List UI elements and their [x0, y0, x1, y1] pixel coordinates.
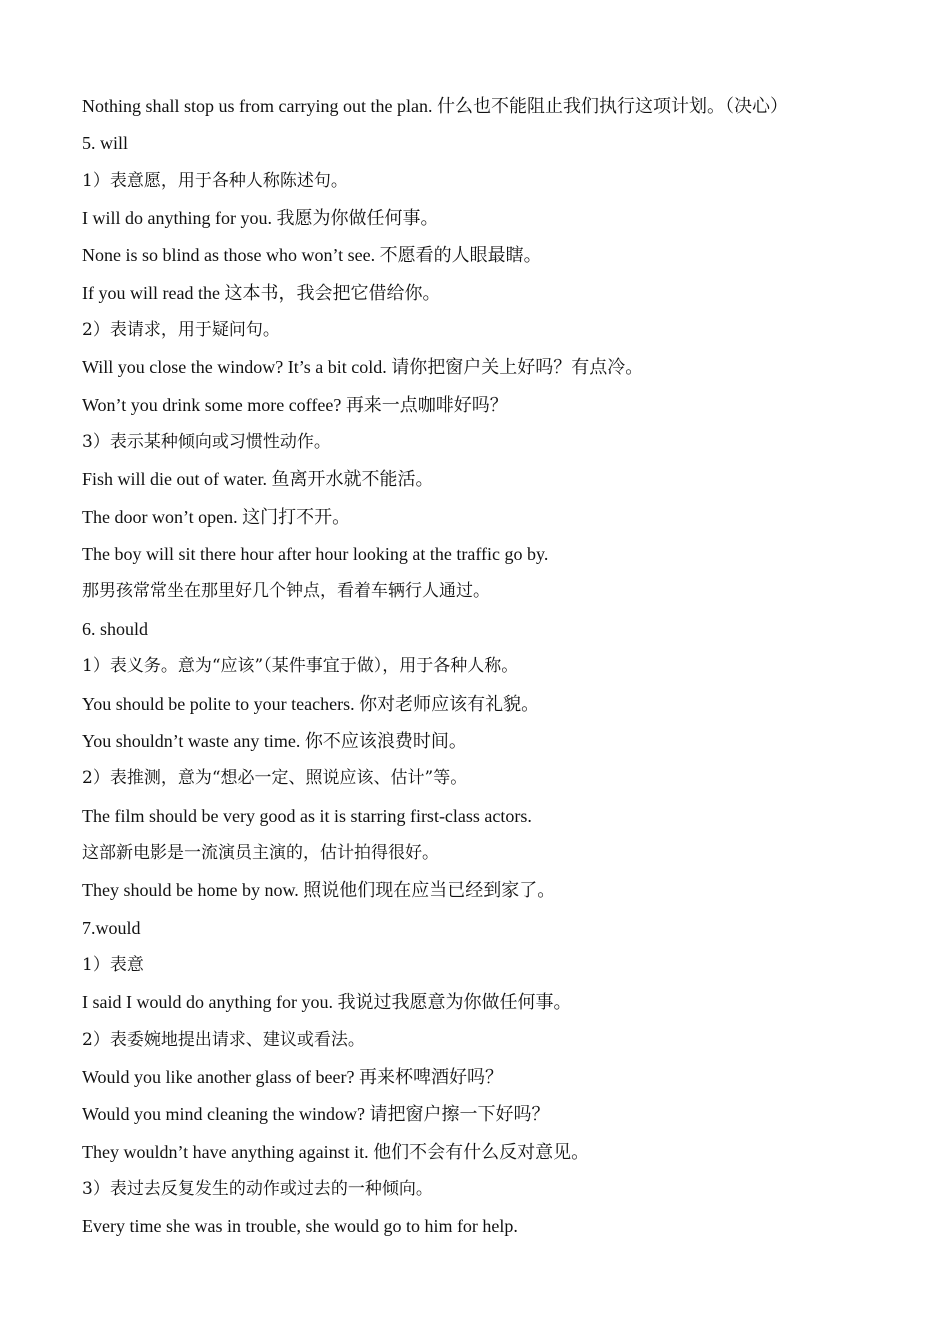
- document-body: [82, 88, 922, 1246]
- example-sentence: Will you close the window? It’s a bit cold. 请你把窗户关上好吗？有点冷。: [82, 357, 644, 378]
- example-sentence: I will do anything for you. 我愿为你做任何事。: [82, 208, 439, 229]
- example-sentence: Won’t you drink some more coffee? 再来一点咖啡好吗？: [82, 394, 508, 415]
- example-sentence: I said I would do anything for you. 我说过我愿意为你做任何事。: [82, 992, 572, 1013]
- example-sentence: You should be polite to your teachers. 你对老师应该有礼貌。: [82, 693, 540, 714]
- translation-line: 那男孩常常坐在那里好几个钟点，看着车辆行人通过。: [82, 581, 490, 602]
- example-sentence: Fish will die out of water. 鱼离开水就不能活。: [82, 469, 434, 490]
- usage-note: 3）表过去反复发生的动作或过去的一种倾向。: [82, 1178, 433, 1199]
- example-sentence: Nothing shall stop us from carrying out the plan. 什么也不能阻止我们执行这项计划。（决心）: [82, 96, 788, 116]
- example-sentence: None is so blind as those who won’t see. 不愿看的人眼最瞎。: [82, 245, 542, 266]
- usage-note: 3）表示某种倾向或习惯性动作。: [82, 432, 331, 453]
- example-sentence: Would you mind cleaning the window? 请把窗户擦一下好吗？: [82, 1104, 550, 1125]
- translation-line: 这部新电影是一流演员主演的，估计拍得很好。: [82, 842, 439, 863]
- example-sentence: They should be home by now. 照说他们现在应当已经到家了。: [82, 880, 556, 901]
- usage-note: 2）表请求，用于疑问句。: [82, 320, 280, 341]
- example-sentence: Would you like another glass of beer? 再来杯啤酒好吗？: [82, 1066, 503, 1087]
- section-heading-will: 5. will: [82, 133, 129, 154]
- example-sentence: The film should be very good as it is starring first-class actors.: [82, 805, 532, 826]
- example-sentence: They wouldn’t have anything against it. 他们不会有什么反对意见。: [82, 1141, 590, 1162]
- example-sentence: The door won’t open. 这门打不开。: [82, 506, 351, 527]
- section-heading-would: 7.would: [82, 917, 141, 938]
- example-sentence: The boy will sit there hour after hour looking at the traffic go by.: [82, 544, 549, 565]
- usage-note: 1）表意: [82, 954, 144, 975]
- example-sentence: Every time she was in trouble, she would go to him for help.: [82, 1216, 518, 1237]
- usage-note: 1）表义务。意为“应该”（某件事宜于做），用于各种人称。: [82, 656, 519, 677]
- section-heading-should: 6. should: [82, 618, 149, 639]
- usage-note: 1）表意愿，用于各种人称陈述句。: [82, 170, 348, 191]
- usage-note: 2）表委婉地提出请求、建议或看法。: [82, 1029, 365, 1050]
- usage-note: 2）表推测，意为“想必一定、照说应该、估计”等。: [82, 768, 468, 789]
- example-sentence: You shouldn’t waste any time. 你不应该浪费时间。: [82, 730, 467, 751]
- example-sentence: If you will read the 这本书，我会把它借给你。: [82, 282, 441, 303]
